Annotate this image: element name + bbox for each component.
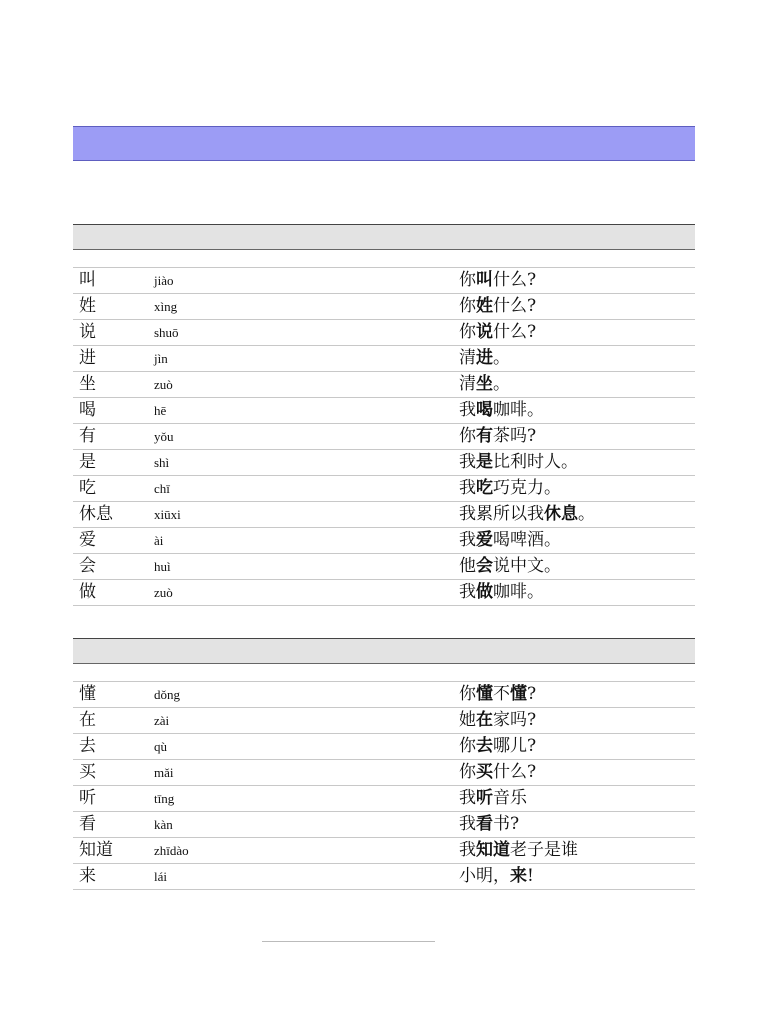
pinyin-cell: jiào — [154, 273, 174, 288]
sentence-text: 我 — [459, 400, 476, 420]
pinyin-cell: xìng — [154, 299, 178, 314]
hanzi-cell: 休息 — [79, 504, 113, 524]
example-sentence — [459, 424, 536, 449]
table-row — [73, 760, 695, 786]
sentence-text: 你 — [459, 296, 476, 316]
table-row — [73, 268, 695, 294]
hanzi-cell: 看 — [79, 814, 96, 834]
highlighted-word: 买 — [476, 762, 493, 782]
pinyin-cell: dǒng — [154, 687, 180, 702]
pinyin-cell: zhīdào — [154, 843, 189, 858]
sentence-text: 书? — [493, 814, 520, 834]
sentence-text: 。 — [493, 374, 510, 394]
highlighted-word: 进 — [476, 348, 493, 368]
highlighted-word: 做 — [476, 582, 493, 602]
table-row — [73, 398, 695, 424]
vocab-section-1 — [73, 224, 695, 606]
example-sentence — [459, 760, 536, 785]
section-spacer — [73, 250, 695, 268]
sentence-text: 喝啤酒。 — [493, 530, 561, 550]
pinyin-cell: kàn — [154, 817, 173, 832]
hanzi-cell: 买 — [79, 762, 96, 782]
pinyin-cell: tīng — [154, 791, 175, 806]
hanzi-cell: 说 — [79, 322, 96, 342]
sentence-text: 比利时人。 — [493, 452, 578, 472]
highlighted-word: 吃 — [476, 478, 493, 498]
table-row — [73, 372, 695, 398]
highlighted-word: 姓 — [476, 296, 493, 316]
sentence-text: 你 — [459, 270, 476, 290]
sentence-text: 你 — [459, 684, 476, 704]
table-row — [73, 502, 695, 528]
pinyin-cell: jìn — [154, 351, 168, 366]
section-spacer — [73, 664, 695, 682]
example-sentence — [459, 554, 561, 579]
sentence-text: 音乐 — [493, 788, 527, 808]
hanzi-cell: 是 — [79, 452, 96, 472]
table-row — [73, 786, 695, 812]
sentence-text: 你 — [459, 426, 476, 446]
table-row — [73, 450, 695, 476]
highlighted-word: 叫 — [476, 270, 493, 290]
pinyin-cell: xiūxi — [154, 507, 181, 522]
example-sentence — [459, 398, 544, 423]
sentence-text: 咖啡。 — [493, 582, 544, 602]
table-row — [73, 476, 695, 502]
highlighted-word: 知道 — [476, 840, 510, 860]
example-sentence — [459, 476, 561, 501]
table-row — [73, 864, 695, 890]
hanzi-cell: 坐 — [79, 374, 96, 394]
sentence-text: 什么? — [493, 296, 537, 316]
sentence-text: 他 — [459, 556, 476, 576]
table-row — [73, 320, 695, 346]
sentence-text: 我 — [459, 530, 476, 550]
pinyin-cell: zài — [154, 713, 170, 728]
highlighted-word: 去 — [476, 736, 493, 756]
sentence-text: 。 — [493, 348, 510, 368]
highlighted-word: 听 — [476, 788, 493, 808]
example-sentence — [459, 838, 578, 863]
footer-divider — [262, 941, 435, 942]
hanzi-cell: 叫 — [79, 270, 96, 290]
highlighted-word: 懂 — [476, 684, 493, 704]
sentence-text: 我 — [459, 452, 476, 472]
example-sentence — [459, 786, 527, 811]
table-row — [73, 812, 695, 838]
sentence-text: 咖啡。 — [493, 400, 544, 420]
table-row — [73, 424, 695, 450]
hanzi-cell: 爱 — [79, 530, 96, 550]
sentence-text: 她 — [459, 710, 476, 730]
sentence-text: 你 — [459, 736, 476, 756]
hanzi-cell: 知道 — [79, 840, 113, 860]
sentence-text: 我 — [459, 788, 476, 808]
sentence-text: 我 — [459, 582, 476, 602]
pinyin-cell: shuō — [154, 325, 179, 340]
hanzi-cell: 有 — [79, 426, 96, 446]
sentence-text: 你 — [459, 762, 476, 782]
pinyin-cell: zuò — [154, 377, 173, 392]
example-sentence — [459, 268, 536, 293]
pinyin-cell: hē — [154, 403, 167, 418]
sentence-text: 巧克力。 — [493, 478, 561, 498]
table-row — [73, 580, 695, 606]
hanzi-cell: 来 — [79, 866, 96, 886]
table-row — [73, 294, 695, 320]
highlighted-word: 懂 — [510, 684, 527, 704]
hanzi-cell: 做 — [79, 582, 96, 602]
table-row — [73, 838, 695, 864]
highlighted-word: 会 — [476, 556, 493, 576]
sentence-text: 什么? — [493, 322, 537, 342]
hanzi-cell: 去 — [79, 736, 96, 756]
hanzi-cell: 吃 — [79, 478, 96, 498]
table-row — [73, 554, 695, 580]
sentence-text: 清 — [459, 374, 476, 394]
pinyin-cell: huì — [154, 559, 171, 574]
hanzi-cell: 听 — [79, 788, 96, 808]
example-sentence — [459, 450, 578, 475]
sentence-text: 我 — [459, 814, 476, 834]
sentence-text: ! — [527, 866, 534, 886]
sentence-text: 哪儿? — [493, 736, 537, 756]
highlighted-word: 在 — [476, 710, 493, 730]
pinyin-cell: chī — [154, 481, 170, 496]
highlighted-word: 是 — [476, 452, 493, 472]
sentence-text: 不 — [493, 684, 510, 704]
section-header-bar — [73, 224, 695, 250]
sentence-text: 小明， — [459, 866, 510, 886]
highlighted-word: 休息 — [544, 504, 578, 524]
sentence-text: 茶吗? — [493, 426, 537, 446]
sentence-text: 我 — [459, 840, 476, 860]
pinyin-cell: lái — [154, 869, 167, 884]
title-banner — [73, 126, 695, 161]
vocab-section-2 — [73, 638, 695, 890]
highlighted-word: 说 — [476, 322, 493, 342]
highlighted-word: 爱 — [476, 530, 493, 550]
hanzi-cell: 在 — [79, 710, 96, 730]
highlighted-word: 喝 — [476, 400, 493, 420]
example-sentence — [459, 580, 544, 605]
pinyin-cell: yǒu — [154, 429, 174, 444]
pinyin-cell: zuò — [154, 585, 173, 600]
table-row — [73, 734, 695, 760]
example-sentence — [459, 864, 534, 889]
sentence-text: 说中文。 — [493, 556, 561, 576]
highlighted-word: 看 — [476, 814, 493, 834]
highlighted-word: 有 — [476, 426, 493, 446]
example-sentence — [459, 528, 561, 553]
sentence-text: 清 — [459, 348, 476, 368]
hanzi-cell: 姓 — [79, 296, 96, 316]
example-sentence — [459, 682, 536, 707]
example-sentence — [459, 346, 510, 371]
sentence-text: 什么? — [493, 762, 537, 782]
sentence-text: ? — [527, 684, 537, 704]
example-sentence — [459, 812, 519, 837]
example-sentence — [459, 320, 536, 345]
pinyin-cell: ài — [154, 533, 164, 548]
highlighted-word: 坐 — [476, 374, 493, 394]
hanzi-cell: 喝 — [79, 400, 96, 420]
table-row — [73, 708, 695, 734]
example-sentence — [459, 294, 536, 319]
example-sentence — [459, 372, 510, 397]
table-row — [73, 346, 695, 372]
sentence-text: 老子是谁 — [510, 840, 578, 860]
hanzi-cell: 会 — [79, 556, 96, 576]
section-header-bar — [73, 638, 695, 664]
sentence-text: 我累所以我 — [459, 504, 544, 524]
table-row — [73, 682, 695, 708]
sentence-text: 我 — [459, 478, 476, 498]
sentence-text: 你 — [459, 322, 476, 342]
hanzi-cell: 懂 — [79, 684, 96, 704]
pinyin-cell: mǎi — [154, 765, 174, 780]
pinyin-cell: shì — [154, 455, 170, 470]
example-sentence — [459, 708, 536, 733]
pinyin-cell: qù — [154, 739, 167, 754]
sentence-text: 什么? — [493, 270, 537, 290]
vocab-table-2 — [73, 682, 695, 890]
vocab-table-1 — [73, 268, 695, 606]
example-sentence — [459, 734, 536, 759]
highlighted-word: 来 — [510, 866, 527, 886]
table-row — [73, 528, 695, 554]
sentence-text: 。 — [578, 504, 595, 524]
sentence-text: 家吗? — [493, 710, 537, 730]
example-sentence — [459, 502, 595, 527]
hanzi-cell: 进 — [79, 348, 96, 368]
